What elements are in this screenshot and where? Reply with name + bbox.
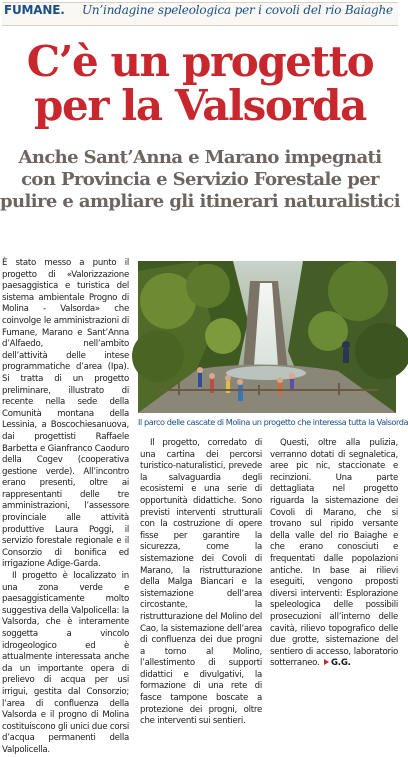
article-paragraph-1: È stato messo a punto il progetto di «Valorizzazione paesaggistica e turistica del sistema ambientale Progno di Molina - Valsorda» che coinvolge le amministrazioni di Fumane, Marano e Sant’Anna d’Alfaedo, nell’ambito dell’attività delle intese programmatiche d’area (Ipa). Si tratta di un progetto preliminare, illustrato di recente nella sede della Comunità montana della Lessinia, a Boscochiesanuova, dai progettisti Raffaele Barbetta e Gianfranco Caoduro della Cogev (cooperativa gestione verde). All’incontro erano presenti, oltre ai rappresentanti delle tre amministrazioni, l’assessore provinciale alle attività produttive Laura Poggi, il servizio forestale regionale e il Consorzio di bonifica ed irrigazione Adige-Garda. — [2, 258, 129, 570]
article-paragraph-4 — [270, 438, 398, 670]
waterfall-illustration — [138, 261, 396, 413]
subheadline-line-3: pulire e ampliare gli itinerari naturalistici — [0, 191, 400, 212]
headline-line-2: per la Valsorda — [34, 81, 366, 130]
article-column-3 — [270, 438, 398, 668]
article-paragraph-3: Il progetto, corredato di una cartina dei percorsi turistico-naturalistici, prevede la salvaguardia degli ecosistemi e una serie di opportunità didattiche. Sono previsti interventi strutturali con la costruzione di opere fisse per garantire la sicurezza, come la sistemazione dei Covoli di Marano, la ristrutturazione della Malga Biancari e la sistemazione dell’area circostante, la ristrutturazione del Molino del Cao, la sistemazione dell’area di confluenza dei due progni a torno al Molino, l’allestimento di supporti didattici e divulgativi, la formazione di una rete di fasce tampone boscate a protezione dei progni, oltre che interventi sui sentieri. — [140, 438, 262, 727]
subheadline-line-2: con Provincia e Servizio Forestale per — [21, 169, 379, 190]
headline-line-1: C’è un progetto — [26, 37, 374, 86]
byline: G.G. — [331, 658, 351, 669]
headline — [0, 37, 400, 130]
kicker-description: Un’indagine speleologica per i covoli del rio Baiaghe — [82, 3, 393, 17]
kicker-location: FUMANE. — [4, 3, 65, 17]
article-column-2 — [140, 438, 262, 727]
article-paragraph-2: Il progetto è localizzato in una zona verde e paesaggisticamente molto suggestiva della Valpolicella: la Valsorda, che è interamente soggetta a vincolo idrogeologico ed è attualmente interessata anche da un importante opera di prelievo di acqua per usi irrigui, gestita dal Consorzio; l’area di confluenza della Valsorda e il progno di Molina costituiscono gli unici due corsi d’acqua permanenti della Valpolicella. — [2, 571, 129, 755]
subheadline-line-1: Anche Sant’Anna e Marano impegnati — [18, 147, 382, 168]
article-column-1 — [2, 258, 129, 755]
end-marker-icon — [324, 659, 329, 665]
subheadline — [0, 147, 400, 213]
waterfall-photo — [138, 261, 396, 413]
photo-caption: Il parco delle cascate di Molina un progetto che interessa tutta la Valsorda — [138, 417, 408, 427]
article-paragraph-4-text: Questi, oltre alla pulizia, verranno dotati di segnaletica, aree pic nic, staccionate e recinzioni. Una parte dettagliata nel progetto riguarda la sistemazione dei Covoli di Marano, che si trovano sul ripido versante della valle del rio Baiaghe e che erano conosciuti e frequentati dalle popolazioni antiche. In base ai rilievi eseguiti, vengono proposti diversi interventi: Esplorazione speleologica delle possibili prosecuzioni all’interno delle cavità, rilievo topografico delle due grotte, sistemazione del sentiero di accesso, laboratorio sotterraneo. — [270, 438, 398, 669]
